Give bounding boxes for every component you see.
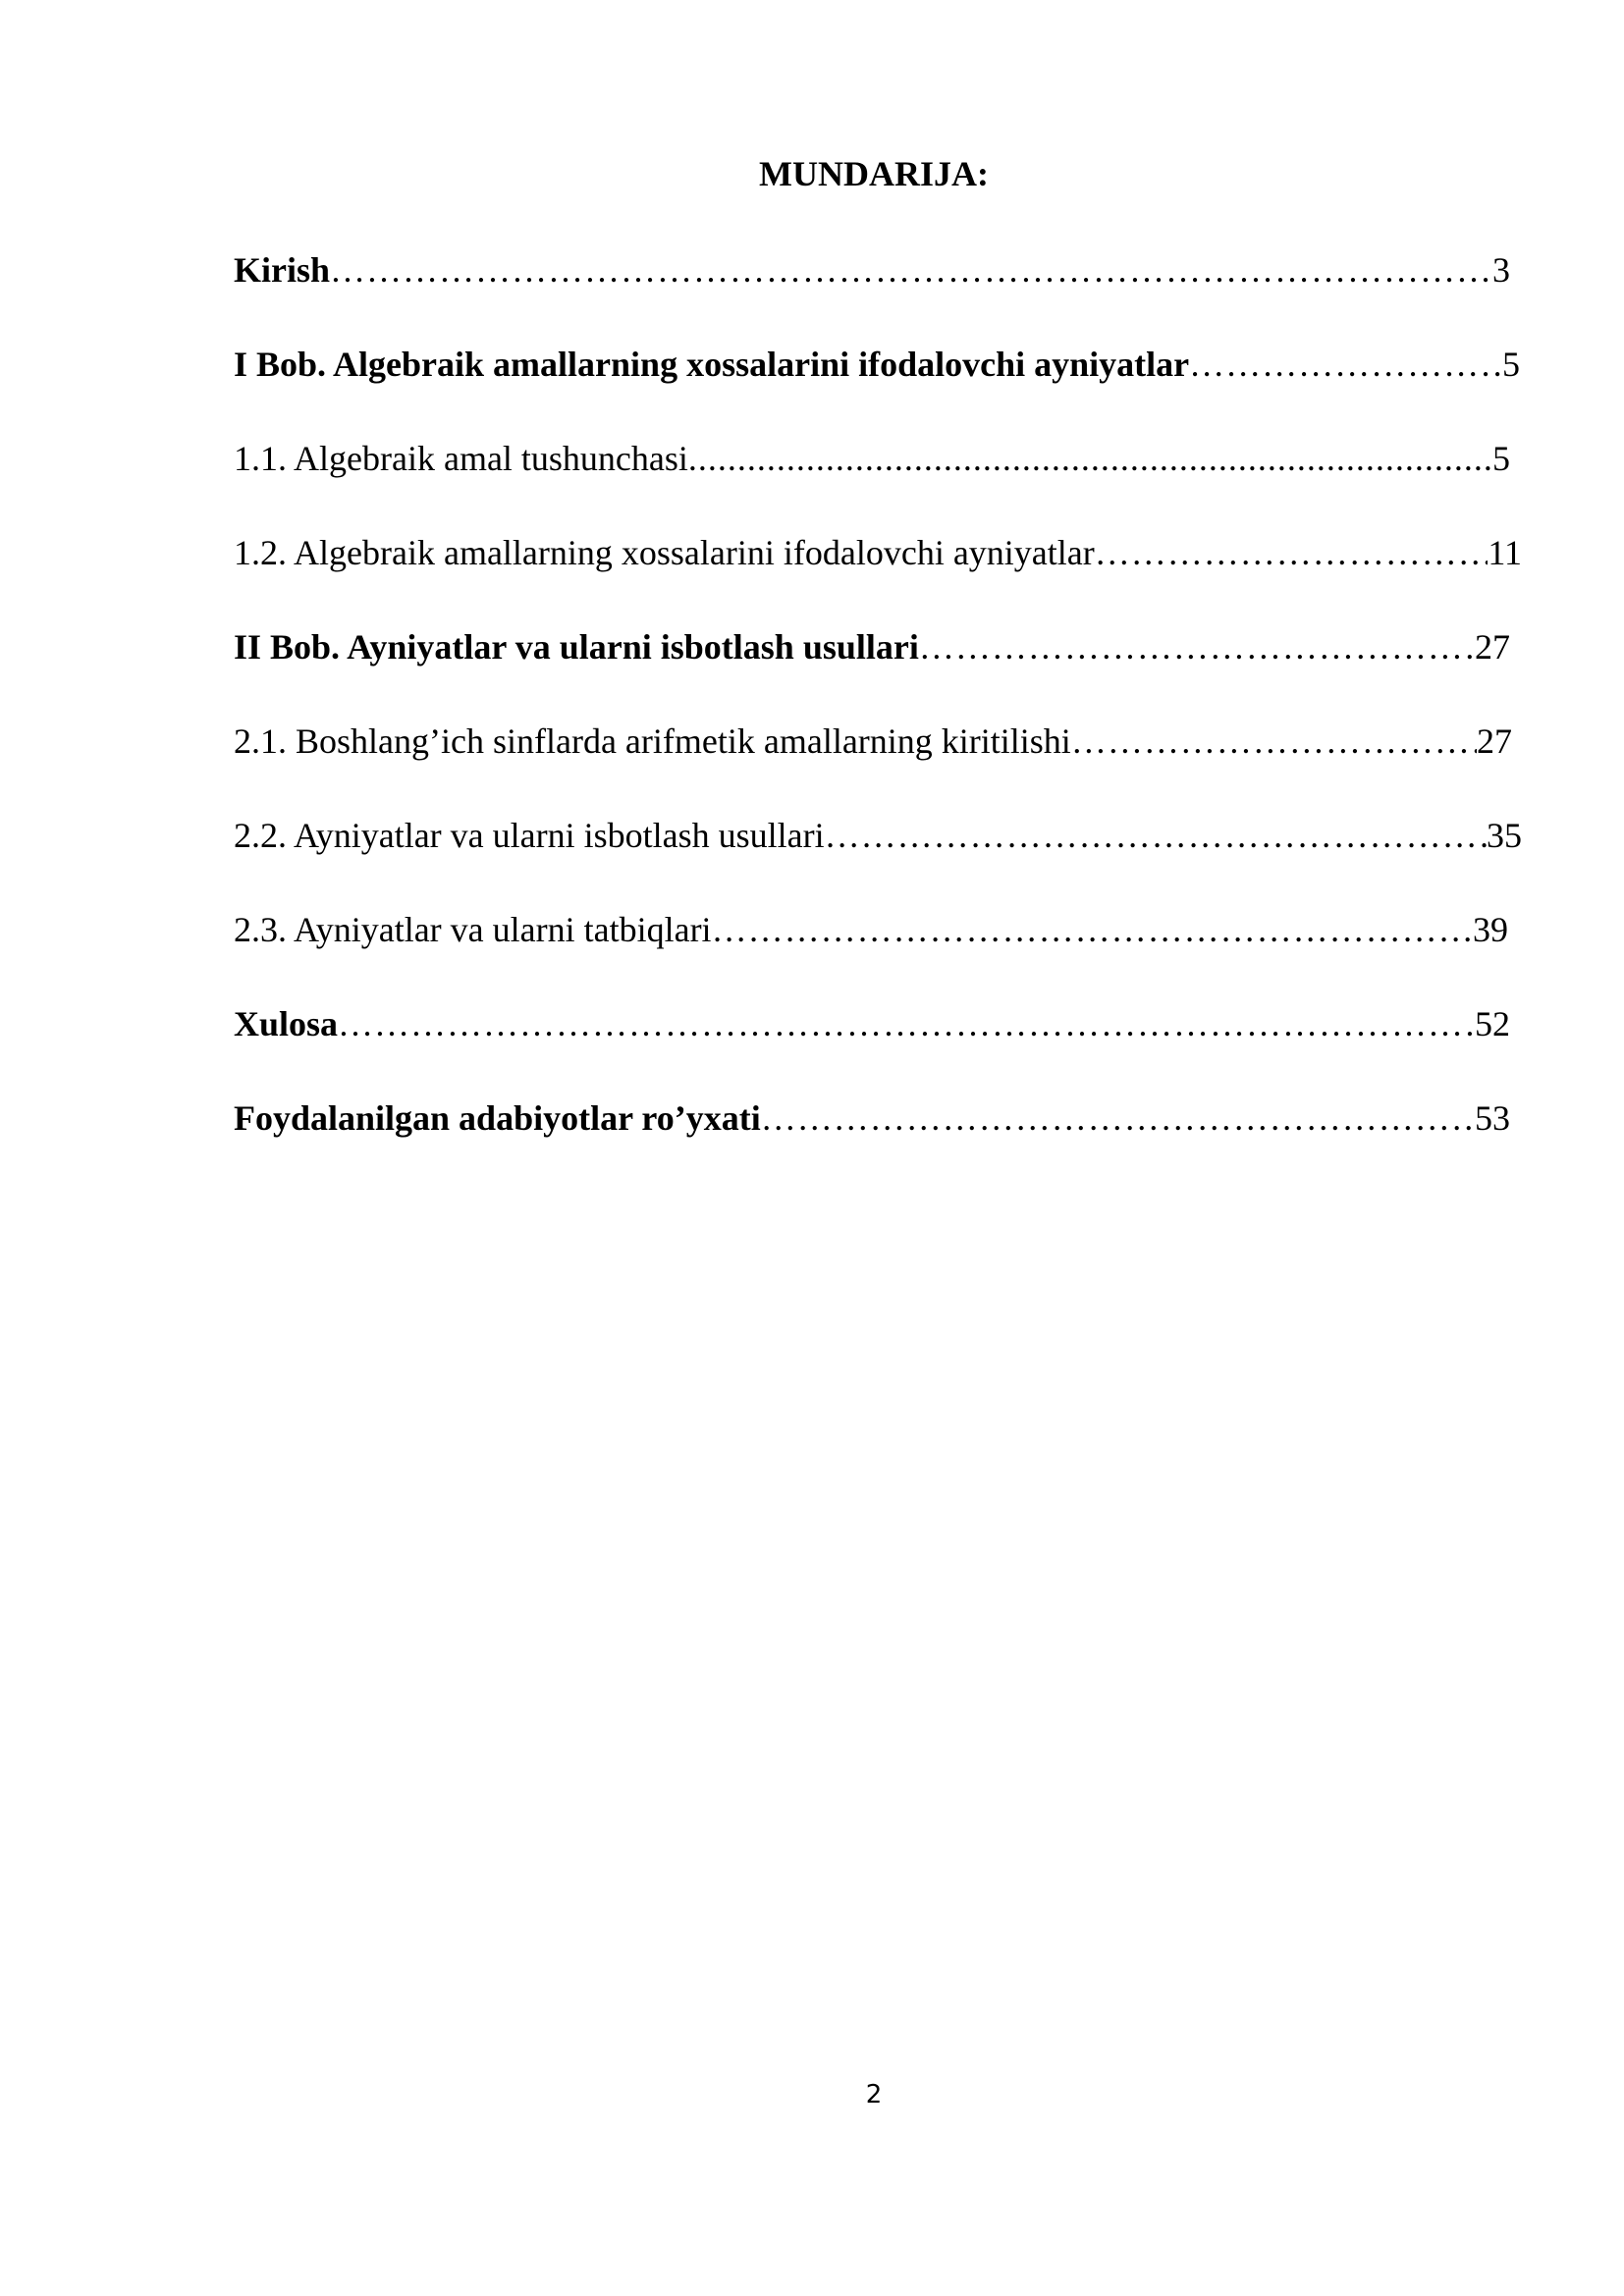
- toc-entry-label: II Bob. Ayniyatlar va ularni isbotlash usullari: [234, 627, 919, 667]
- toc-dot-leader: [338, 999, 1475, 1048]
- toc-entry-page: 5: [1502, 345, 1520, 384]
- toc-entry-chapter-1[interactable]: [234, 340, 1520, 389]
- toc-entry-page: 5: [1492, 439, 1510, 478]
- toc-entry-label: Kirish: [234, 250, 331, 290]
- toc-entry-section-2-3[interactable]: [234, 905, 1508, 954]
- toc-heading: MUNDARIJA:: [759, 154, 989, 193]
- toc-dot-leader: [1071, 717, 1477, 766]
- toc-dot-leader: [688, 434, 1492, 483]
- toc-entry-page: 39: [1473, 910, 1508, 949]
- toc-entry-label: 2.2. Ayniyatlar va ularni isbotlash usullari: [234, 816, 825, 855]
- toc-entry-page: 27: [1477, 721, 1512, 761]
- toc-entry-label: 2.1. Boshlang’ich sinflarda arifmetik amallarning kiritilishi: [234, 721, 1071, 761]
- toc-entry-page: 52: [1475, 1004, 1510, 1043]
- toc-entry-references[interactable]: [234, 1094, 1510, 1143]
- toc-entry-section-1-2[interactable]: [234, 528, 1522, 577]
- toc-entry-label: 1.1. Algebraik amal tushunchasi: [234, 439, 688, 478]
- toc-entry-section-1-1[interactable]: [234, 434, 1510, 483]
- toc-entry-section-2-2[interactable]: [234, 811, 1522, 860]
- toc-dot-leader: [712, 905, 1473, 954]
- toc-dot-leader: [761, 1094, 1475, 1143]
- toc-dot-leader: [330, 245, 1492, 294]
- toc-entry-label: I Bob. Algebraik amallarning xossalarini ifodalovchi ayniyatlar: [234, 345, 1190, 384]
- toc-dot-leader: [825, 811, 1487, 860]
- toc-dot-leader: [919, 622, 1475, 671]
- toc-dot-leader: [1189, 340, 1502, 389]
- toc-entry-label: 1.2. Algebraik amallarning xossalarini ifodalovchi ayniyatlar: [234, 533, 1095, 572]
- toc-entry-page: 53: [1475, 1098, 1510, 1138]
- toc-entry-page: 11: [1488, 533, 1522, 572]
- toc-entry-chapter-2[interactable]: [234, 622, 1510, 671]
- toc-entry-label: 2.3. Ayniyatlar va ularni tatbiqlari: [234, 910, 712, 949]
- toc-dot-leader: [1095, 528, 1489, 577]
- toc-entry-label: Foydalanilgan adabiyotlar ro’yxati: [234, 1098, 761, 1138]
- toc-entry-page: 3: [1492, 250, 1510, 290]
- toc-entry-kirish[interactable]: [234, 245, 1510, 294]
- page-number: 2: [865, 2080, 883, 2109]
- toc-entry-label: Xulosa: [234, 1004, 339, 1043]
- toc-entry-page: 27: [1475, 627, 1510, 667]
- toc-entry-page: 35: [1487, 816, 1522, 855]
- toc-entry-xulosa[interactable]: [234, 999, 1510, 1048]
- toc-entry-section-2-1[interactable]: [234, 717, 1512, 766]
